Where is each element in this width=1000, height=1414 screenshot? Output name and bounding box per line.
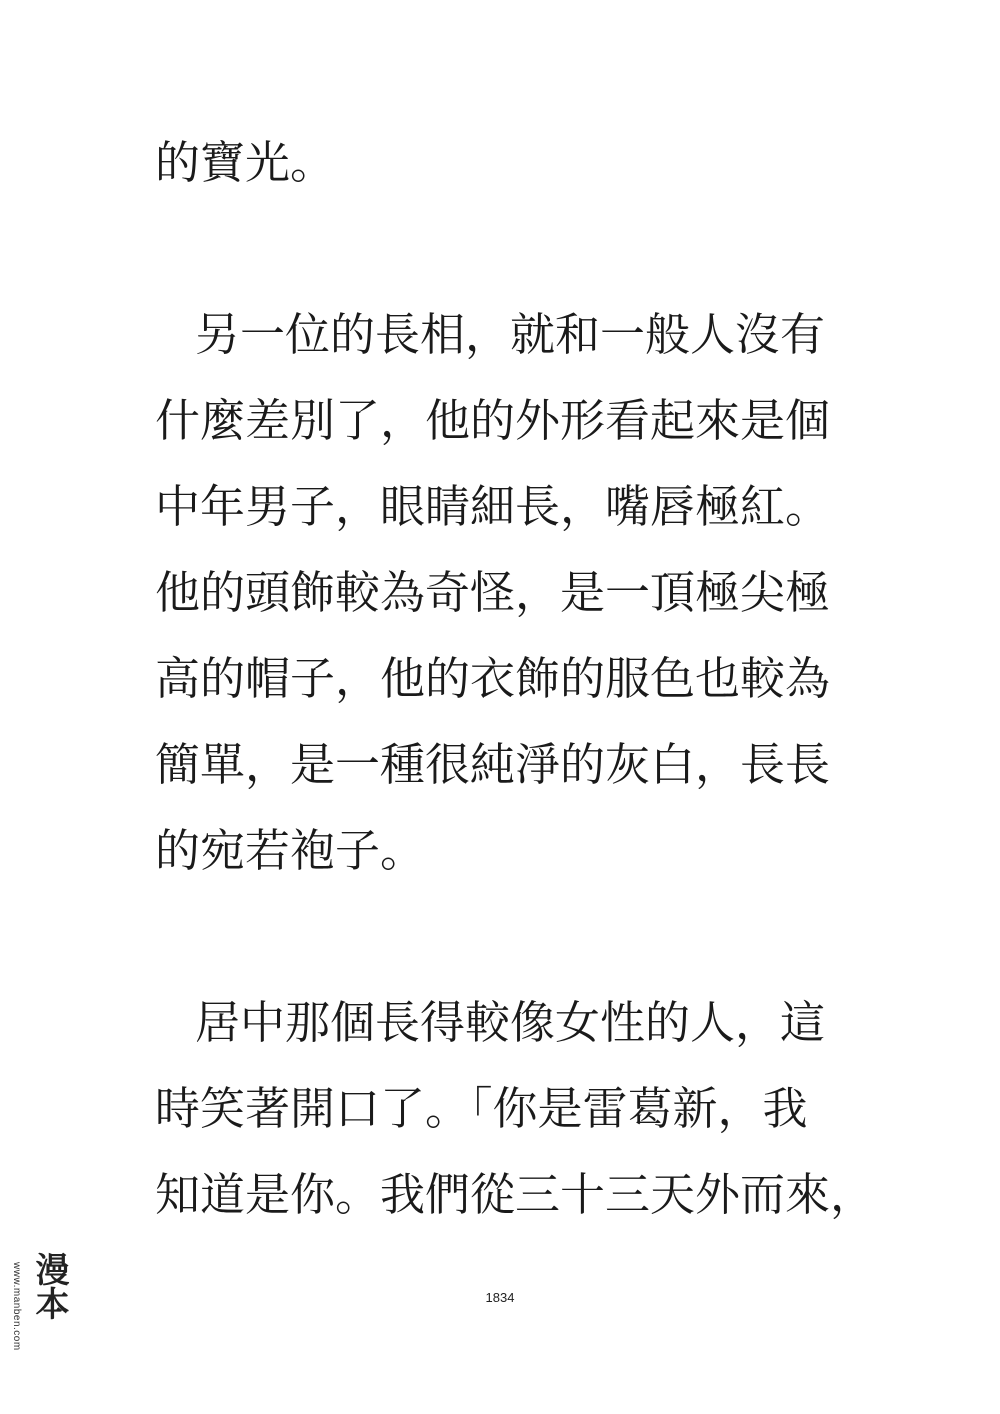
text-line: 簡單，是一種很純淨的灰白，長長 bbox=[155, 738, 831, 791]
text-line: 什麼差別了，他的外形看起來是個 bbox=[155, 394, 831, 447]
body-text bbox=[155, 120, 876, 1238]
text-line: 知道是你。我們從三十三天外而來， bbox=[155, 1168, 876, 1221]
paragraph-gap bbox=[155, 894, 855, 980]
text-line: 居中那個長得較像女性的人，這 bbox=[195, 996, 826, 1049]
text-line: 他的頭飾較為奇怪，是一頂極尖極 bbox=[155, 566, 831, 619]
watermark-logo: 漫本 bbox=[29, 1252, 69, 1320]
text-line: 另一位的長相，就和一般人沒有 bbox=[195, 308, 826, 361]
text-line: 的寶光。 bbox=[155, 136, 336, 189]
watermark-url: www.manben.com bbox=[11, 1262, 22, 1351]
text-line: 時笑著開口了。「你是雷葛新，我 bbox=[155, 1082, 808, 1135]
text-line: 高的帽子，他的衣飾的服色也較為 bbox=[155, 652, 831, 705]
text-line: 中年男子，眼睛細長，嘴唇極紅。 bbox=[155, 480, 831, 533]
paragraph-gap bbox=[155, 206, 855, 292]
text-line: 的宛若袍子。 bbox=[155, 824, 426, 877]
page-number: 1834 bbox=[485, 1290, 515, 1305]
